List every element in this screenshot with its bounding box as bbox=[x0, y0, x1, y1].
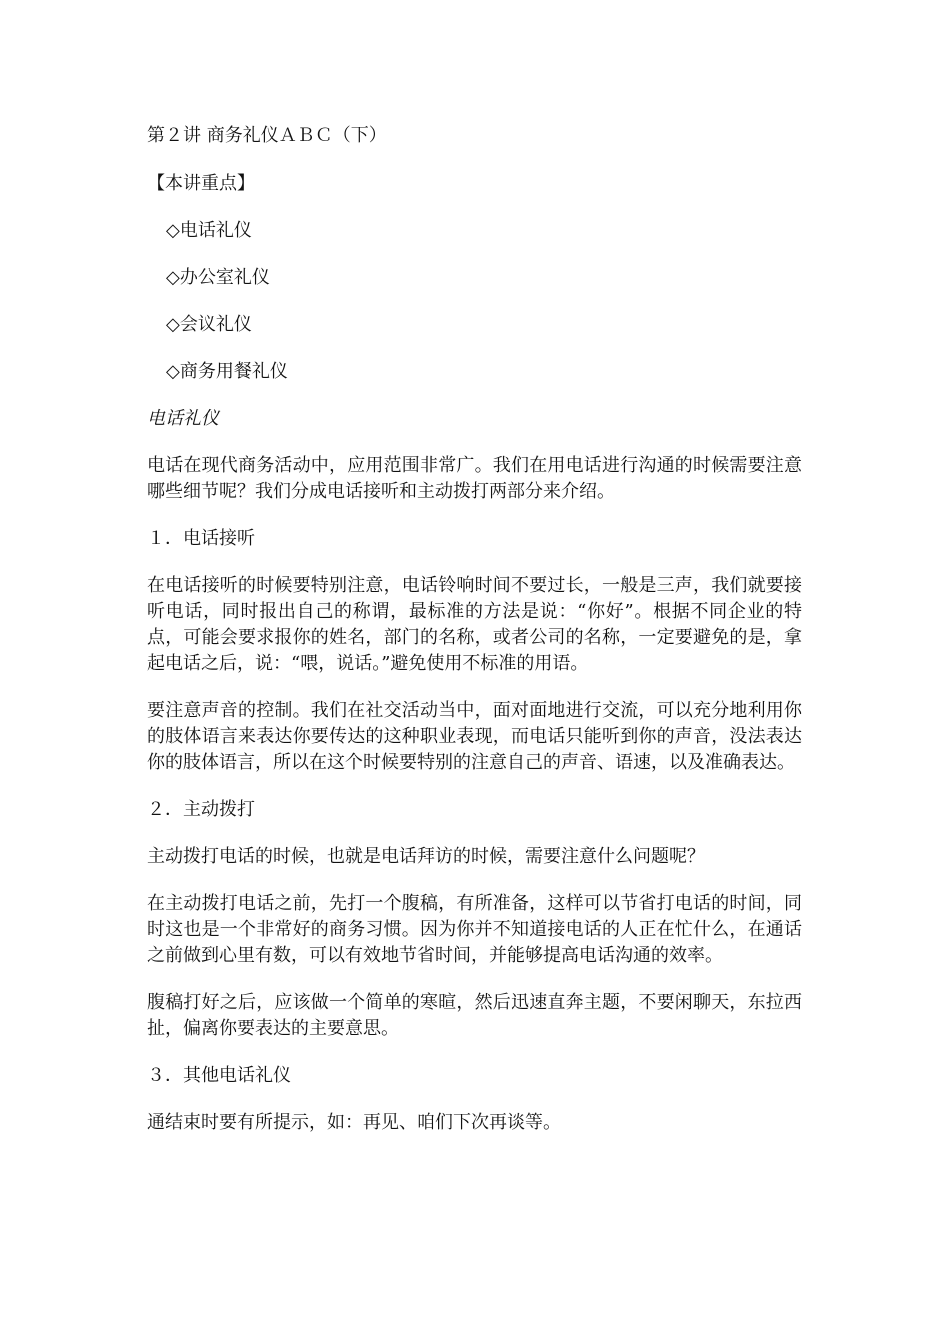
part2-heading: ２．主动拨打 bbox=[147, 799, 255, 820]
part3-heading: ３．其他电话礼仪 bbox=[147, 1065, 291, 1086]
part1-paragraph-1: 在电话接听的时候要特别注意，电话铃响时间不要过长，一般是三声，我们就要接听电话，同时报出自己的称谓，最标准的方法是说：“你好”。根据不同企业的特点，可能会要求报你的姓名，部门的名称，或者公司的名称，一定要避免的是，拿起电话之后，说：“喂，说话。”避免使用不标准的用语。 bbox=[147, 575, 802, 674]
lecture-title: 第２讲 商务礼仪ＡＢＣ（下） bbox=[147, 125, 387, 146]
part2-paragraph-2: 在主动拨打电话之前，先打一个腹稿，有所准备，这样可以节省打电话的时间，同时这也是一个非常好的商务习惯。因为你并不知道接电话的人正在忙什么，在通话之前做到心里有数，可以有效地节省时间，并能够提高电话沟通的效率。 bbox=[147, 893, 802, 966]
focus-item-dining: ◇商务用餐礼仪 bbox=[166, 361, 288, 382]
part1-paragraph-2: 要注意声音的控制。我们在社交活动当中，面对面地进行交流，可以充分地利用你的肢体语言来表达你要传达的这种职业表现，而电话只能听到你的声音，没法表达你的肢体语言，所以在这个时候要特别的注意自己的声音、语速，以及准确表达。 bbox=[147, 700, 802, 773]
focus-heading: 【本讲重点】 bbox=[147, 173, 255, 194]
document-body bbox=[147, 123, 802, 1136]
focus-item-office: ◇办公室礼仪 bbox=[166, 267, 270, 288]
focus-item-phone: ◇电话礼仪 bbox=[166, 220, 252, 241]
section-title: 电话礼仪 bbox=[147, 408, 219, 429]
part2-paragraph-3: 腹稿打好之后，应该做一个简单的寒暄，然后迅速直奔主题，不要闲聊天，东拉西扯，偏离你要表达的主要意思。 bbox=[147, 992, 802, 1039]
focus-item-meeting: ◇会议礼仪 bbox=[166, 314, 252, 335]
part1-heading: １．电话接听 bbox=[147, 528, 255, 549]
part3-paragraph-1: 通结束时要有所提示，如：再见、咱们下次再谈等。 bbox=[147, 1112, 561, 1133]
part2-paragraph-1: 主动拨打电话的时候，也就是电话拜访的时候，需要注意什么问题呢？ bbox=[147, 846, 705, 867]
intro-paragraph: 电话在现代商务活动中，应用范围非常广。我们在用电话进行沟通的时候需要注意哪些细节呢？我们分成电话接听和主动拨打两部分来介绍。 bbox=[147, 455, 802, 502]
